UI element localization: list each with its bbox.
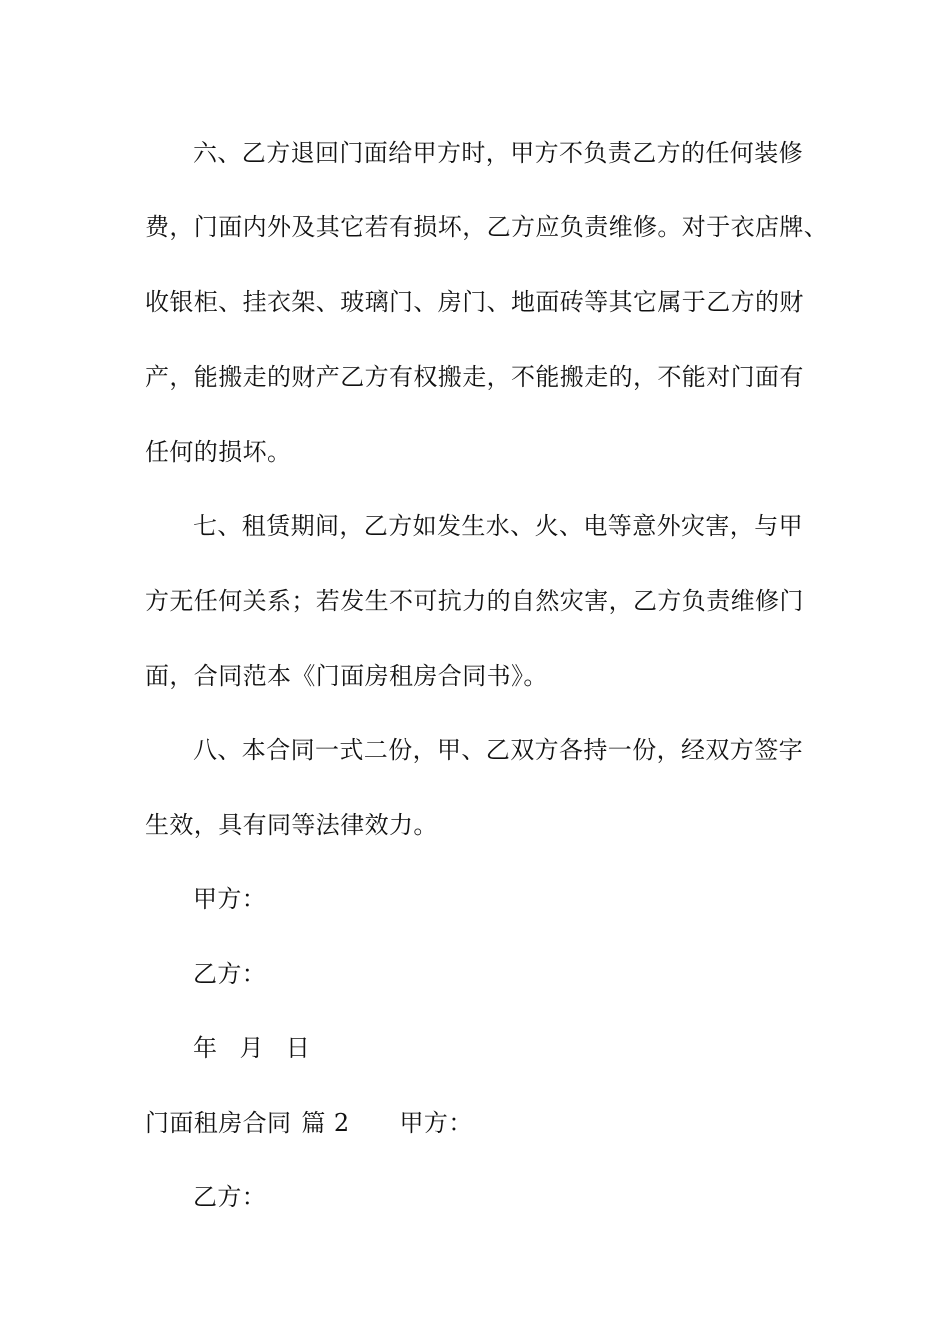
section-2-party-b: 乙方： [193,1183,267,1211]
paragraph-6-line-2: 费，门面内外及其它若有损坏，乙方应负责维修。对于衣店牌、 [145,213,829,241]
paragraph-7-line-3: 面，合同范本《门面房租房合同书》。 [145,662,548,690]
paragraph-6-line-1: 六、乙方退回门面给甲方时，甲方不负责乙方的任何装修 [193,139,803,167]
signature-date [193,1033,883,1063]
paragraph-7-line-1: 七、租赁期间，乙方如发生水、火、电等意外灾害，与甲 [193,512,803,540]
paragraph-8-line-2: 生效，具有同等法律效力。 [145,811,438,839]
date-year-label: 年 [193,1034,218,1062]
paragraph-8-line-1: 八、本合同一式二份，甲、乙双方各持一份，经双方签字 [193,736,803,764]
signature-party-a: 甲方： [193,885,267,913]
date-day-label: 日 [285,1034,311,1062]
section-2-title: 门面租房合同 [145,1109,292,1137]
date-month-label: 月 [239,1034,264,1062]
paragraph-6-line-5: 任何的损坏。 [145,438,292,466]
section-2-party-a: 甲方： [399,1109,473,1137]
section-2-number: 篇 2 [301,1109,350,1137]
section-2-heading [145,1108,835,1138]
paragraph-6-line-4: 产，能搬走的财产乙方有权搬走，不能搬走的，不能对门面有 [145,363,804,391]
signature-party-b: 乙方： [193,960,267,988]
paragraph-7-line-2: 方无任何关系；若发生不可抗力的自然灾害，乙方负责维修门 [145,587,804,615]
paragraph-6-line-3: 收银柜、挂衣架、玻璃门、房门、地面砖等其它属于乙方的财 [145,288,804,316]
